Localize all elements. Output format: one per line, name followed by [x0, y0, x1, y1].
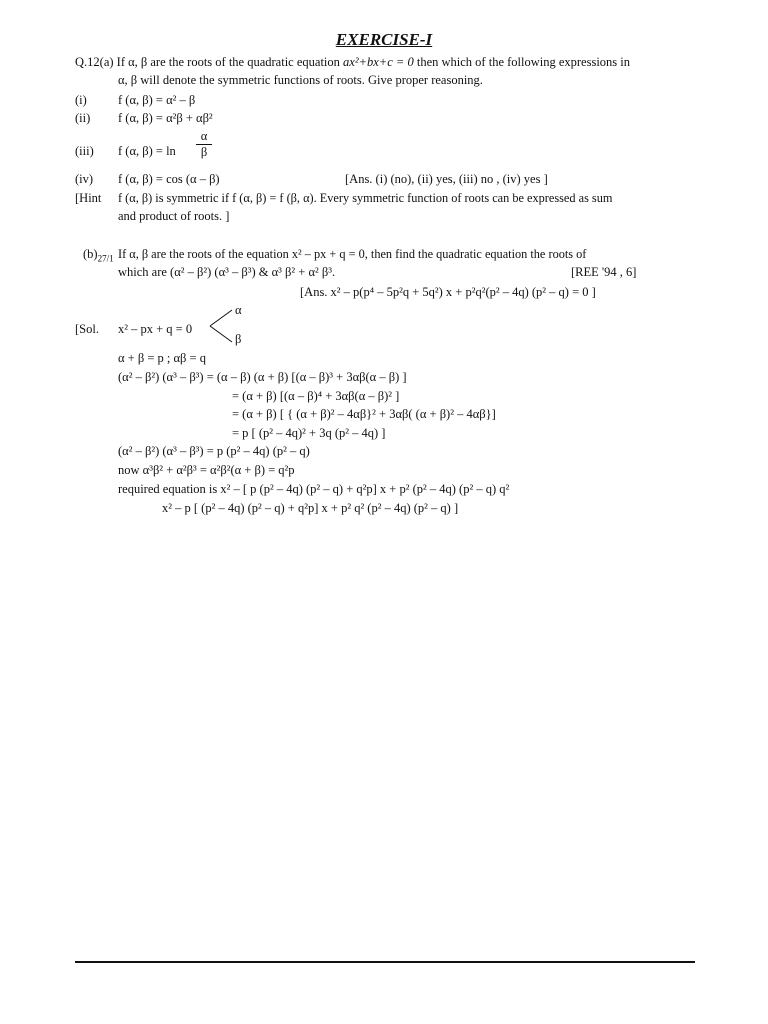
- q12b-label: [83, 246, 114, 267]
- q12b-answer: [Ans. x² – p(p⁴ – 5p²q + 5q²) x + p²q²(p² – 4q) (p² – q) = 0 ]: [300, 285, 596, 299]
- solution-equation: x² – px + q = 0: [118, 322, 193, 336]
- solution-step-3: = (α + β) [(α – β)⁴ + 3αβ(α – β)² ]: [232, 389, 400, 403]
- solution-step-2: (α² – β²) (α³ – β³) = (α – β) (α + β) [(α – β)³ + 3αβ(α – β) ]: [118, 370, 407, 384]
- q12a-line1-prefix: Q.12(a) If α, β are the roots of the quadratic equation: [75, 55, 344, 69]
- solution-step-5: = p [ (p² – 4q)² + 3q (p² – 4q) ]: [232, 426, 386, 440]
- q12b-reference: [REE '94 , 6]: [571, 265, 637, 279]
- item-label-iv: (iv): [75, 172, 94, 186]
- q12a-quadratic-eq: ax²+bx+c = 0: [343, 55, 414, 69]
- hint-line2: and product of roots. ]: [118, 209, 230, 223]
- q12a-answer: [Ans. (i) (no), (ii) yes, (iii) no , (iv) yes ]: [345, 172, 548, 186]
- solution-label: [Sol.: [75, 322, 99, 336]
- root-beta: β: [235, 332, 242, 346]
- q12b-line1: If α, β are the roots of the equation x² – px + q = 0, then find the quadratic equation the roots of: [118, 247, 587, 261]
- item-label-iii: (iii): [75, 144, 94, 158]
- q12a-line2: α, β will denote the symmetric functions of roots. Give proper reasoning.: [118, 73, 483, 87]
- item-expr-iv: f (α, β) = cos (α – β): [118, 172, 220, 186]
- item-expr-ii: f (α, β) = α²β + αβ²: [118, 111, 213, 125]
- q12a-line1-suffix: then which of the following expressions in: [413, 55, 631, 69]
- solution-step-7: now α³β² + α²β³ = α²β²(α + β) = q²p: [118, 463, 295, 477]
- item-label-ii: (ii): [75, 111, 91, 125]
- solution-step-9: x² – p [ (p² – 4q) (p² – q) + q²p] x + p² q² (p² – 4q) (p² – q) ]: [162, 501, 459, 515]
- solution-step-8: required equation is x² – [ p (p² – 4q) (p² – q) + q²p] x + p² (p² – 4q) (p² – q) q²: [118, 482, 510, 496]
- fraction-denominator: β: [200, 145, 208, 159]
- q12b-label-sub: 27/1: [97, 253, 114, 264]
- hint-label: [Hint: [75, 191, 102, 205]
- solution-step-6: (α² – β²) (α³ – β³) = p (p² – 4q) (p² – q): [118, 444, 310, 458]
- q12b-label-text: (b): [83, 247, 98, 261]
- root-branch-icon: [208, 306, 234, 346]
- root-alpha: α: [235, 303, 242, 317]
- hint-line1: f (α, β) is symmetric if f (α, β) = f (β, α). Every symmetric function of roots can be expressed as sum: [118, 191, 613, 205]
- item-expr-i: f (α, β) = α² – β: [118, 93, 196, 107]
- fraction-numerator: α: [196, 129, 212, 145]
- q12a-line1: [75, 54, 630, 70]
- solution-step-4: = (α + β) [ { (α + β)² – 4αβ}² + 3αβ( (α + β)² – 4αβ}]: [232, 407, 496, 421]
- item-label-i: (i): [75, 93, 87, 107]
- fraction-alpha-over-beta: [196, 129, 212, 159]
- solution-step-1: α + β = p ; αβ = q: [118, 351, 206, 365]
- page-title: EXERCISE-I: [335, 30, 433, 49]
- item-expr-iii: f (α, β) = ln: [118, 144, 176, 158]
- q12b-line2: which are (α² – β²) (α³ – β³) & α³ β² + α² β³.: [118, 265, 336, 279]
- bottom-divider: [75, 961, 695, 963]
